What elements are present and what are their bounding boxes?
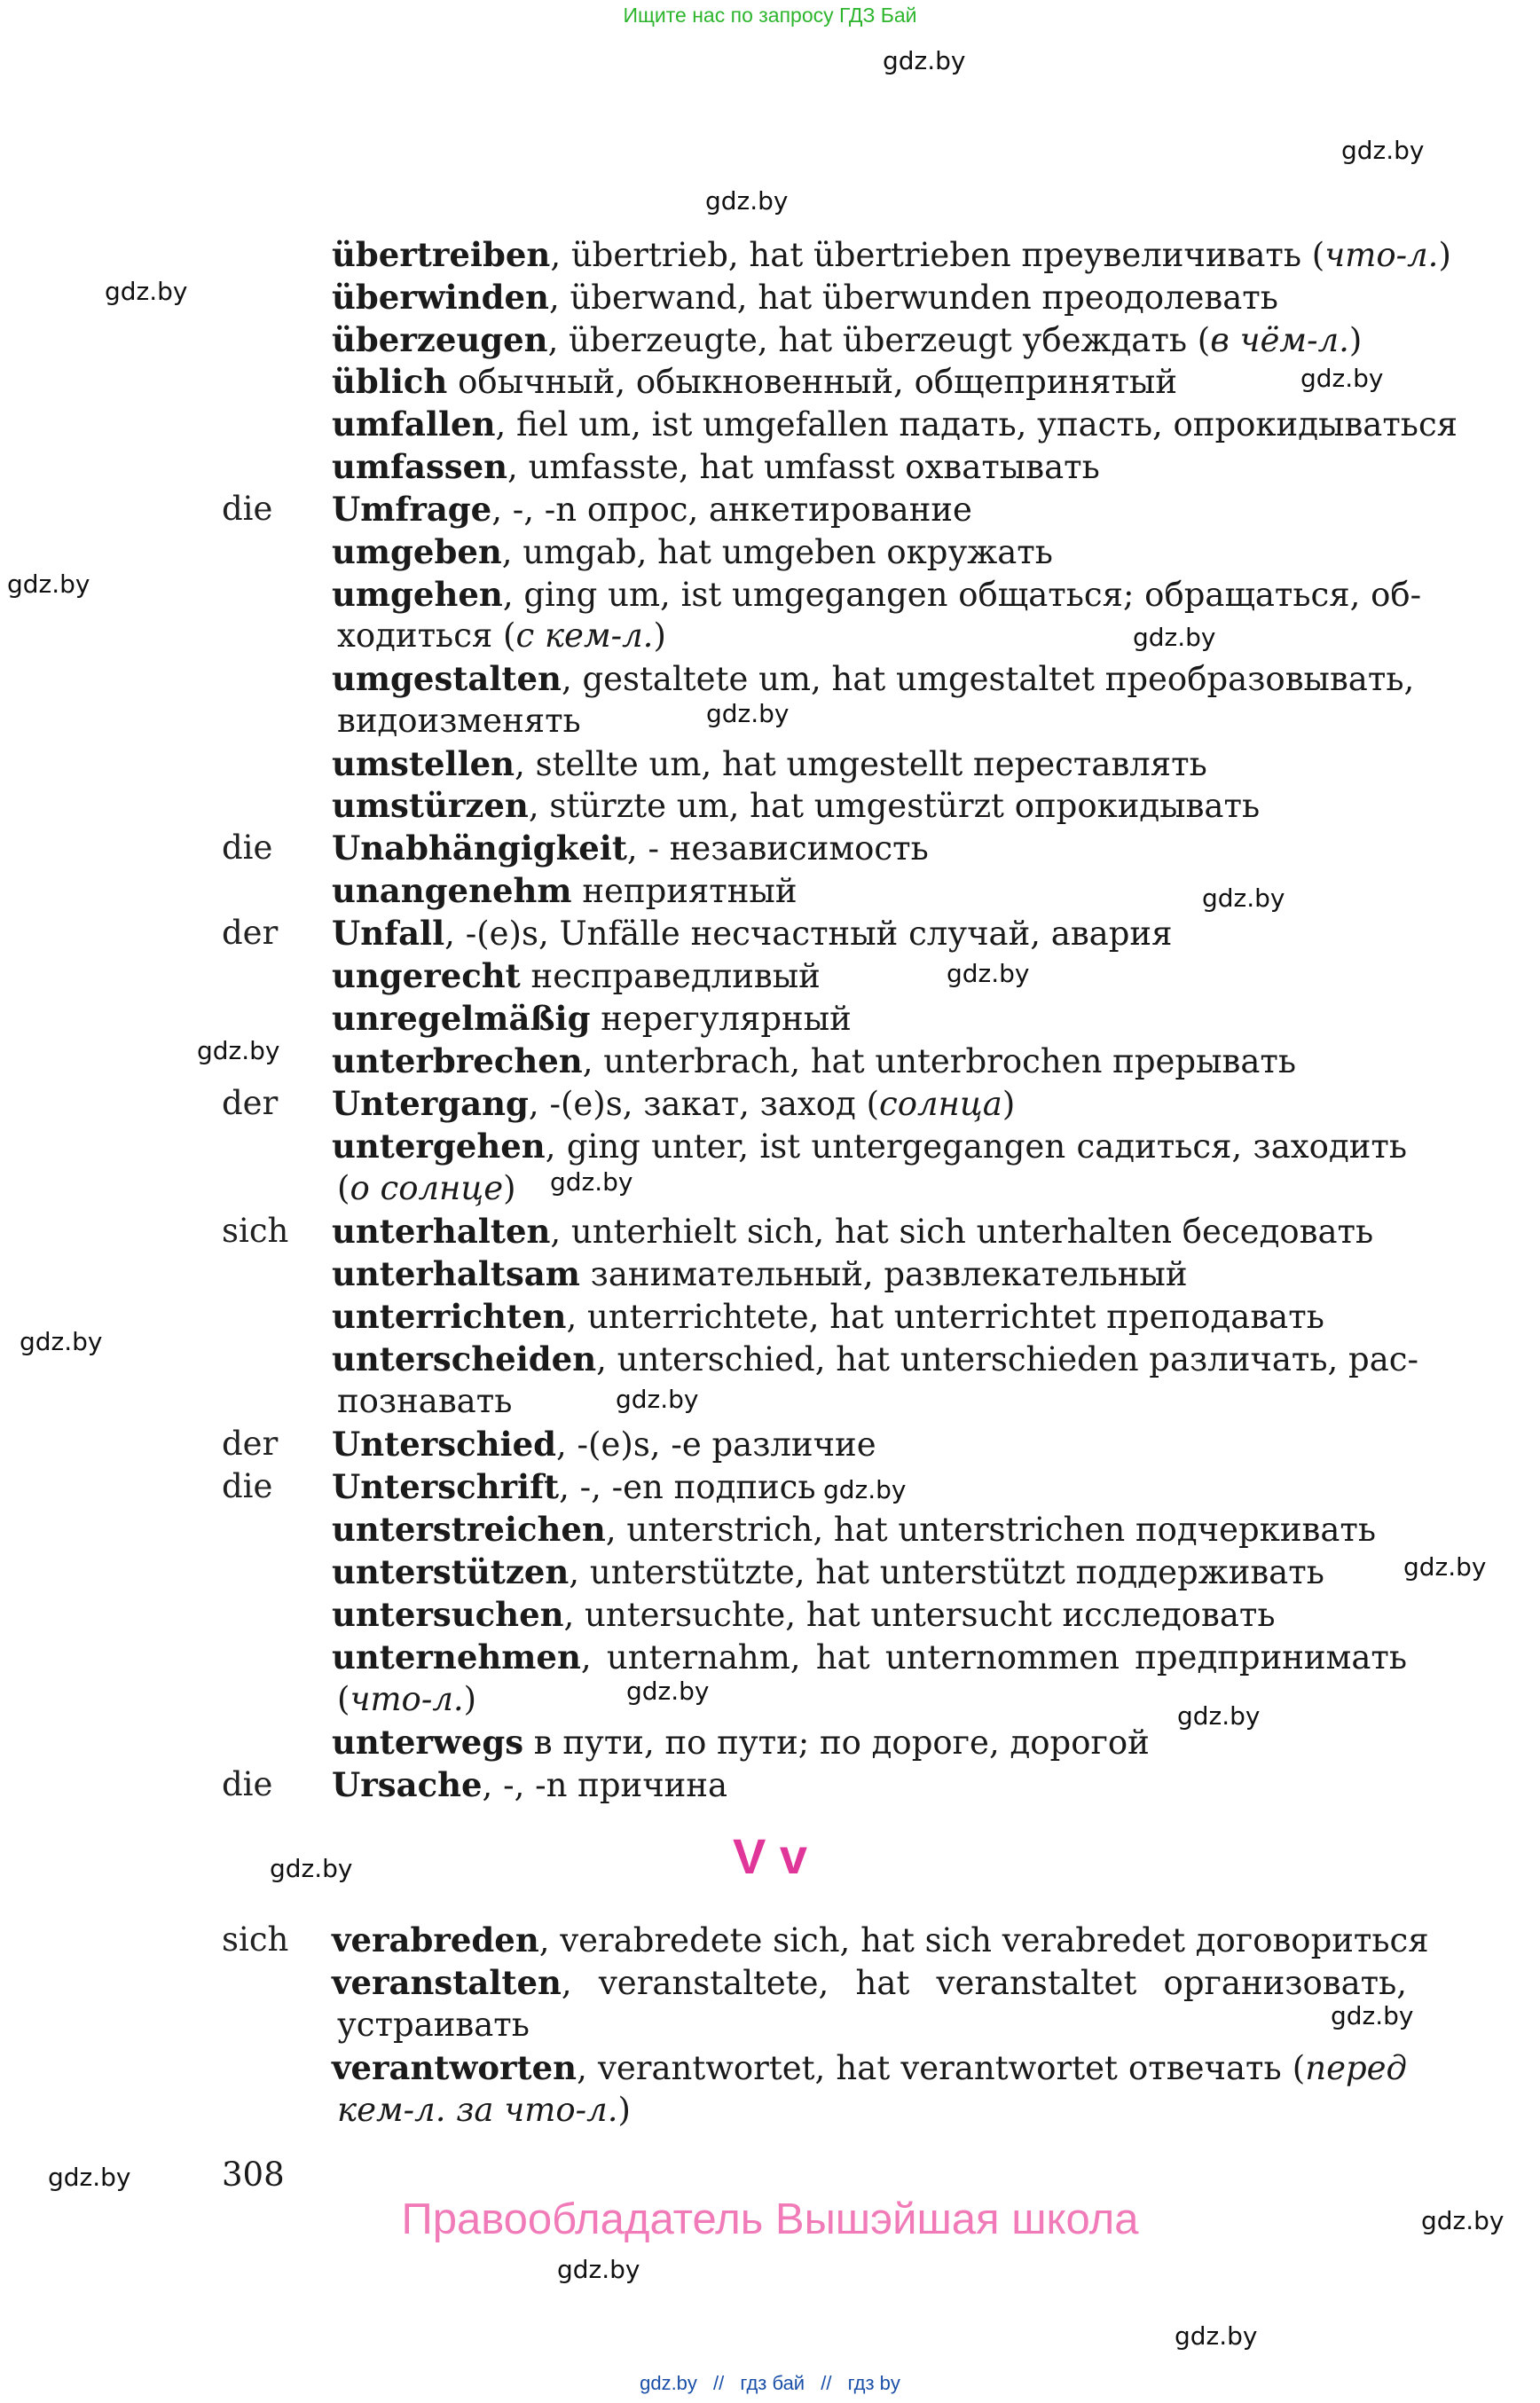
headword: Untergang (332, 1084, 529, 1123)
article-label: die (222, 828, 273, 867)
dictionary-entry (332, 1961, 1407, 2005)
dictionary-entry (332, 1338, 1419, 1381)
usage-note: кем-л. за что-л. (337, 2091, 618, 2129)
entry-forms-translation: , -, -en подпись (559, 1468, 816, 1506)
footer-separator: // (713, 2372, 725, 2394)
watermark-text: gdz.by (557, 2255, 640, 2284)
dictionary-entry-line (0, 488, 1540, 530)
article-label: der (222, 1425, 279, 1463)
dictionary-entry (332, 1125, 1407, 1168)
entry-continuation: ( (337, 1680, 350, 1718)
dictionary-entry (332, 1593, 1407, 1637)
entry-forms-translation: обычный, обыкновенный, общепринятый (447, 363, 1178, 401)
usage-note: что-л. (1324, 236, 1439, 274)
entry-forms-translation: , überwand, hat überwunden преодолевать (548, 279, 1278, 317)
headword: Unabhängigkeit (332, 828, 627, 868)
dictionary-entry-line (0, 1380, 1540, 1423)
dictionary-entry-line (0, 657, 1540, 700)
headword: üblich (332, 362, 448, 401)
headword: umgeben (332, 532, 502, 571)
dictionary-entry-line (0, 1721, 1540, 1763)
entry-forms-translation: , verantwortet, hat verantwortet отвечать ( (577, 2049, 1306, 2087)
headword: untersuchen (332, 1595, 564, 1634)
usage-note: что-л. (350, 1680, 464, 1718)
dictionary-entry (332, 1508, 1407, 1551)
dictionary-entry-line (0, 912, 1540, 954)
entry-tail: ) (1002, 1085, 1016, 1123)
entry-continuation: устраивать (337, 2006, 530, 2044)
dictionary-entry-line (0, 869, 1540, 912)
dictionary-entry (332, 1253, 1407, 1296)
article-label: die (222, 1467, 273, 1505)
watermark-text: gdz.by (1202, 883, 1285, 913)
watermark-text: gdz.by (616, 1385, 699, 1414)
headword: ungerecht (332, 956, 521, 995)
footer-link-gdz-by-cyr[interactable]: гдз by (847, 2372, 900, 2394)
dictionary-entry-line (0, 445, 1540, 488)
watermark-text: gdz.by (705, 186, 789, 216)
watermark-text: gdz.by (270, 1854, 353, 1883)
dictionary-entry-line (0, 1465, 1540, 1508)
watermark-text: gdz.by (20, 1327, 103, 1356)
headword: unterhalten (332, 1212, 551, 1251)
entry-forms-translation: несправедливый (520, 957, 821, 995)
footer-links (0, 2372, 1540, 2395)
page-number: 308 (222, 2156, 285, 2194)
entry-forms-translation: , -, -n причина (482, 1766, 728, 1804)
headword: umfallen (332, 404, 496, 444)
dictionary-entry-line (0, 2046, 1540, 2089)
dictionary-entry-line (0, 997, 1540, 1040)
usage-note: в чём-л. (1210, 321, 1349, 359)
dictionary-entry (332, 318, 1407, 362)
headword: verabreden (332, 1920, 539, 1959)
top-banner[interactable]: Ищите нас по запросу ГДЗ Бай (623, 4, 917, 27)
headword: umgestalten (332, 659, 562, 698)
watermark-text: gdz.by (706, 699, 790, 728)
entry-forms-translation: , gestaltete um, hat umgestaltet преобразовывать, (561, 660, 1415, 698)
entry-forms-translation: , umfasste, hat umfasst охватывать (507, 448, 1100, 486)
dictionary-entry (332, 2004, 1407, 2046)
entry-continuation: познавать (337, 1382, 513, 1420)
dictionary-entry (332, 276, 1407, 319)
dictionary-entry-line (0, 573, 1540, 616)
headword: unterscheiden (332, 1339, 597, 1378)
entry-forms-translation: , unterstrich, hat unterstrichen подчеркивать (605, 1511, 1376, 1549)
dictionary-entry-line (0, 530, 1540, 573)
dictionary-entry-line (0, 1678, 1540, 1721)
watermark-text: gdz.by (105, 277, 188, 306)
usage-note: с кем-л. (515, 616, 654, 655)
dictionary-entry-line (0, 1295, 1540, 1338)
dictionary-entry-line (0, 1423, 1540, 1465)
headword: verantworten (332, 2048, 578, 2087)
dictionary-entry (332, 1919, 1429, 1962)
dictionary-entry-line (0, 1338, 1540, 1380)
dictionary-entry (332, 1423, 1407, 1466)
entry-forms-translation: , unterrichtete, hat unterrichtet преподавать (566, 1298, 1324, 1336)
usage-note: солнца (879, 1085, 1002, 1123)
dictionary-entry (332, 573, 1422, 616)
dictionary-entry-line (0, 1551, 1540, 1593)
entry-forms-translation: , unterhielt sich, hat sich unterhalten беседовать (550, 1213, 1374, 1251)
dictionary-entry-line (0, 1125, 1540, 1167)
watermark-text: gdz.by (550, 1167, 633, 1197)
watermark-text: gdz.by (1175, 2321, 1258, 2351)
dictionary-entry-line (0, 403, 1540, 445)
rights-holder-notice: Правообладатель Вышэйшая школа (401, 2195, 1139, 2243)
watermark-text: gdz.by (1341, 136, 1425, 165)
watermark-text: gdz.by (1403, 1552, 1487, 1582)
headword: überwinden (332, 278, 549, 317)
entry-forms-translation: , überzeugte, hat überzeugt убеждать ( (547, 321, 1211, 359)
headword: umgehen (332, 575, 503, 614)
dictionary-entry (332, 1763, 1407, 1807)
watermark-text: gdz.by (1331, 2001, 1414, 2030)
dictionary-entry (332, 997, 1407, 1041)
footer-link-gdz-by[interactable]: gdz.by (640, 2372, 697, 2394)
entry-forms-translation: нерегулярный (590, 1000, 852, 1038)
entry-tail: ) (463, 1680, 477, 1718)
headword: untergehen (332, 1127, 546, 1166)
watermark-text: gdz.by (1421, 2206, 1505, 2235)
entry-forms-translation: , umgab, hat umgeben окружать (501, 533, 1053, 571)
headword: Umfrage (332, 490, 492, 529)
entry-forms-translation: , unternahm, hat unternommen предпринимать (580, 1638, 1407, 1677)
dictionary-entry (332, 615, 1407, 657)
dictionary-entry (332, 403, 1458, 446)
entry-tail: ) (503, 1169, 516, 1207)
dictionary-entry-line (0, 2004, 1540, 2046)
headword: umstellen (332, 744, 515, 783)
dictionary-entry (332, 530, 1407, 574)
footer-separator: // (821, 2372, 832, 2394)
headword: Unterschrift (332, 1467, 560, 1506)
entry-forms-translation: , -(e)s, -e различие (556, 1425, 876, 1464)
entry-forms-translation: , -(e)s, Unfälle несчастный случай, авария (444, 915, 1173, 953)
entry-forms-translation: занимательный, развлекательный (579, 1255, 1188, 1293)
usage-note: о солнце (350, 1169, 504, 1207)
dictionary-entry (332, 912, 1407, 955)
article-label: sich (222, 1212, 289, 1250)
watermark-text: gdz.by (947, 959, 1030, 988)
watermark-text: gdz.by (7, 569, 90, 599)
headword: unterrichten (332, 1297, 567, 1336)
dictionary-entry-line (0, 1961, 1540, 2004)
dictionary-entry (332, 784, 1407, 828)
footer-link-gdz-bai[interactable]: гдз бай (740, 2372, 805, 2394)
article-label: die (222, 1765, 273, 1803)
headword: überzeugen (332, 320, 548, 359)
watermark-text: gdz.by (883, 46, 966, 75)
dictionary-entry-line (0, 827, 1540, 869)
dictionary-entry (332, 1210, 1407, 1253)
dictionary-entry (332, 2046, 1407, 2090)
entry-tail: ) (617, 2091, 631, 2129)
entry-forms-translation: , stürzte um, hat umgestürzt опрокидывать (528, 787, 1261, 825)
dictionary-entry-line (0, 1253, 1540, 1295)
entry-tail: ) (1438, 236, 1451, 274)
dictionary-entry-line (0, 1167, 1540, 1210)
entry-continuation: ходиться ( (337, 616, 516, 655)
headword: unterwegs (332, 1723, 524, 1762)
dictionary-entry (332, 1636, 1407, 1679)
entry-forms-translation: , unterstützte, hat unterstützt поддерживать (569, 1553, 1324, 1591)
dictionary-entry-line (0, 1082, 1540, 1125)
dictionary-entry (332, 827, 1407, 870)
dictionary-entry-line (0, 742, 1540, 785)
headword: unterstreichen (332, 1510, 606, 1549)
entry-forms-translation: , stellte um, hat umgestellt переставлять (515, 745, 1207, 783)
entry-forms-translation: , -(e)s, закат, заход ( (528, 1085, 879, 1123)
headword: unterbrechen (332, 1041, 583, 1080)
dictionary-entry (332, 742, 1407, 786)
entry-forms-translation: , verabredete sich, hat sich verabredet договориться (538, 1921, 1429, 1959)
watermark-text: gdz.by (823, 1475, 907, 1504)
entry-tail: ) (1348, 321, 1363, 359)
dictionary-entry (332, 488, 1407, 531)
dictionary-entry (332, 1380, 1407, 1423)
headword: umstürzen (332, 786, 529, 825)
entry-forms-translation: , - независимость (626, 829, 929, 868)
dictionary-entry (332, 2089, 1407, 2132)
dictionary-entry (332, 445, 1407, 489)
headword: Unfall (332, 914, 445, 953)
section-letter-heading: V v (732, 1828, 808, 1884)
dictionary-entry-line (0, 954, 1540, 997)
dictionary-entry-line (0, 1636, 1540, 1678)
entry-forms-translation: неприятный (571, 872, 798, 910)
dictionary-entry (332, 1040, 1407, 1083)
dictionary-entry (332, 954, 1407, 998)
dictionary-entry-line (0, 276, 1540, 318)
article-label: der (222, 914, 279, 952)
dictionary-entry (332, 360, 1407, 404)
entry-forms-translation: , unterbrach, hat unterbrochen прерывать (582, 1042, 1297, 1080)
entry-forms-translation: , untersuchte, hat untersucht исследовать (563, 1596, 1276, 1634)
entry-forms-translation: , ging unter, ist untergegangen садиться, заходить (545, 1127, 1407, 1166)
headword: unregelmäßig (332, 999, 591, 1038)
dictionary-entry (332, 233, 1451, 277)
entry-forms-translation: , übertrieb, hat übertrieben преувеличивать ( (550, 236, 1325, 274)
entry-forms-translation: , fiel um, ist umgefallen падать, упасть, опрокидываться (495, 405, 1458, 444)
entry-forms-translation: , -, -n опрос, анкетирование (491, 491, 972, 529)
dictionary-entry-line (0, 1593, 1540, 1636)
headword: unterstützen (332, 1552, 570, 1591)
dictionary-entry (332, 1167, 1407, 1210)
headword: unangenehm (332, 871, 572, 910)
entry-forms-translation: в пути, по пути; по дороге, дорогой (523, 1724, 1150, 1762)
dictionary-entry-line (0, 233, 1540, 276)
entry-continuation: видоизменять (337, 702, 581, 740)
headword: veranstalten (332, 1963, 562, 2002)
watermark-text: gdz.by (626, 1677, 710, 1706)
headword: Unterschied (332, 1425, 557, 1464)
dictionary-entry-line (0, 615, 1540, 657)
headword: umfassen (332, 447, 508, 486)
headword: übertreiben (332, 235, 551, 274)
dictionary-entry-line (0, 1508, 1540, 1551)
entry-forms-translation: , unterschied, hat unterschieden различать, рас- (596, 1340, 1419, 1378)
dictionary-entry-line (0, 2089, 1540, 2132)
dictionary-entry (332, 1295, 1407, 1339)
dictionary-entry-line (0, 1210, 1540, 1253)
watermark-text: gdz.by (1300, 364, 1384, 393)
article-label: der (222, 1084, 279, 1122)
entry-forms-translation: , ging um, ist umgegangen общаться; обращаться, об- (502, 576, 1422, 614)
article-label: die (222, 490, 273, 528)
watermark-text: gdz.by (48, 2163, 131, 2192)
dictionary-entry-line (0, 1919, 1540, 1961)
usage-note: перед (1305, 2049, 1407, 2087)
headword: unternehmen (332, 1637, 581, 1677)
entry-continuation: ( (337, 1169, 350, 1207)
article-label: sich (222, 1920, 289, 1959)
watermark-text: gdz.by (1177, 1701, 1261, 1731)
headword: Ursache (332, 1765, 483, 1804)
entry-forms-translation: , veranstaltete, hat veranstaltet организовать, (561, 1964, 1407, 2002)
dictionary-entry-line (0, 1763, 1540, 1806)
entry-tail: ) (653, 616, 666, 655)
dictionary-entry-line (0, 318, 1540, 361)
dictionary-entry-line (0, 784, 1540, 827)
watermark-text: gdz.by (1133, 623, 1216, 652)
headword: unterhaltsam (332, 1254, 580, 1293)
dictionary-entry (332, 657, 1415, 701)
dictionary-entry (332, 1082, 1407, 1126)
watermark-text: gdz.by (197, 1036, 280, 1065)
dictionary-entry (332, 1551, 1407, 1594)
dictionary-entry (332, 700, 1407, 742)
